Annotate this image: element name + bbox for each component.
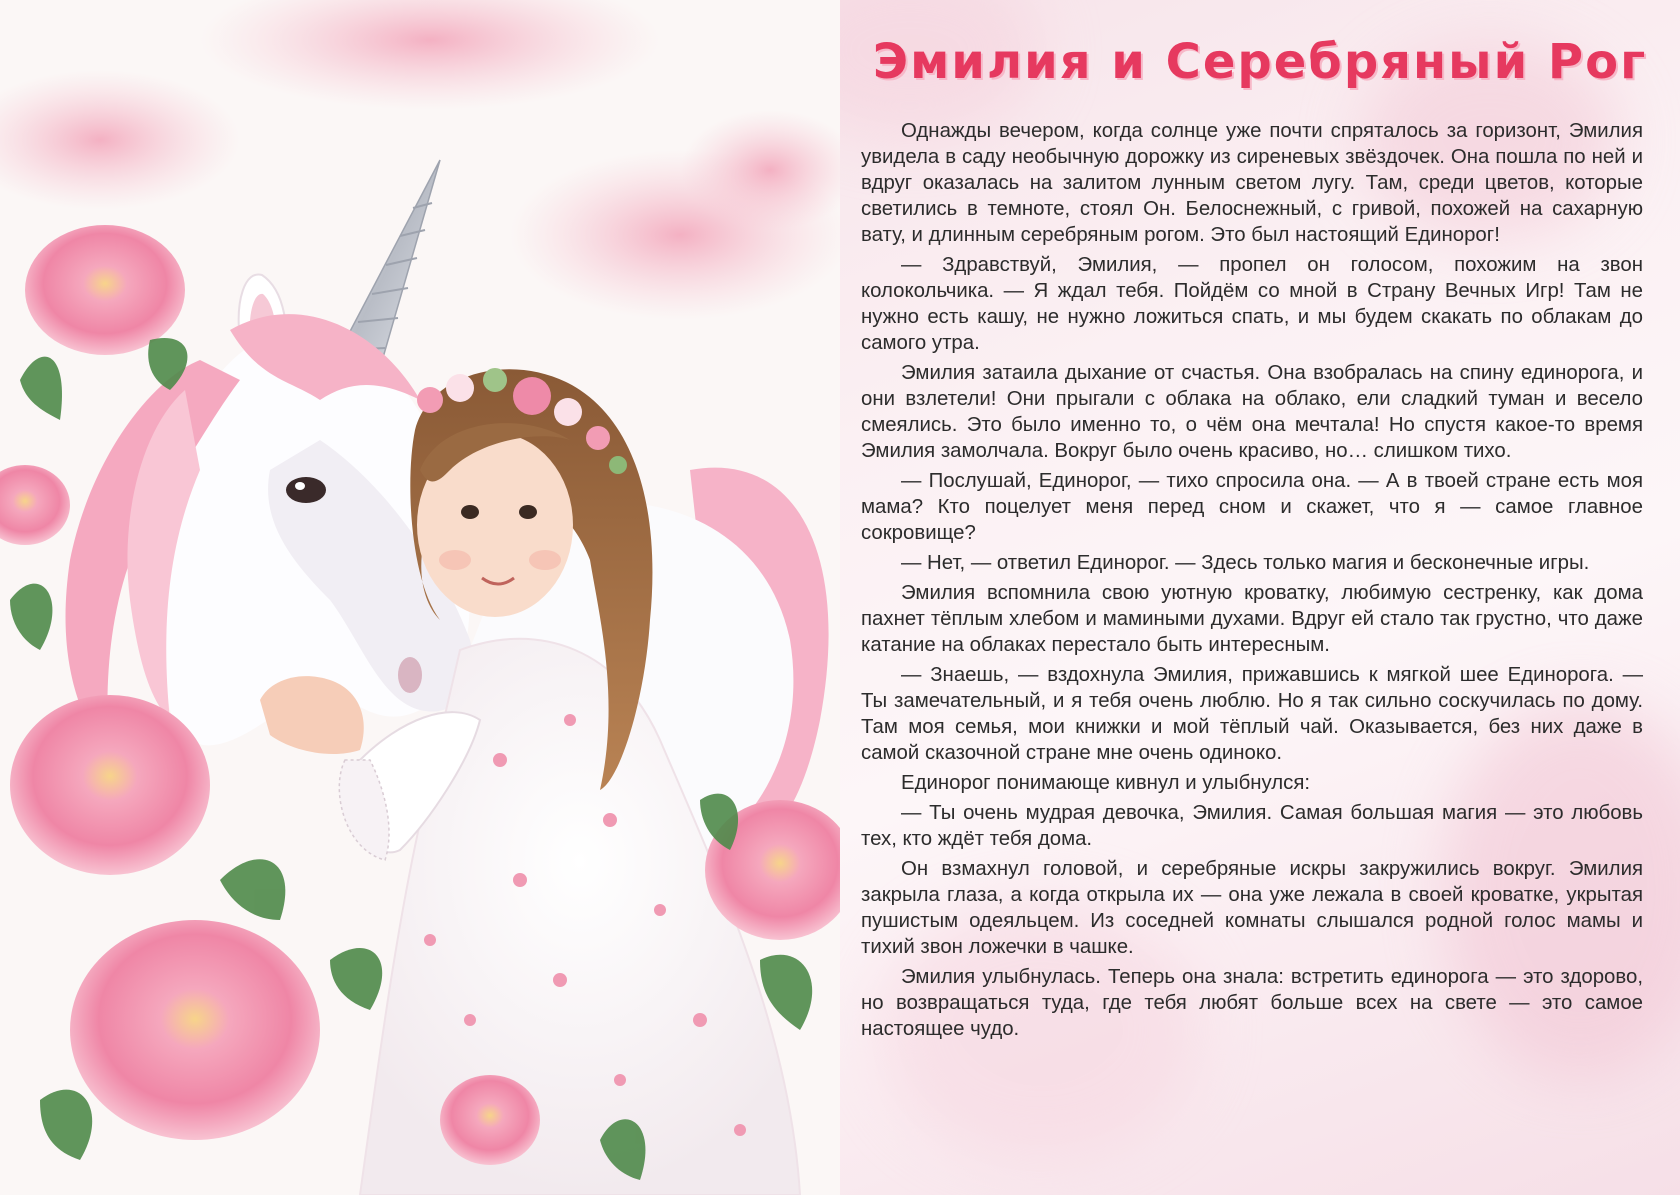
story-paragraph: Он взмахнул головой, и серебряные искры закружились вокруг. Эмилия закрыла глаза, а когда открыла их — она уже лежала в своей кроватке, укрытая пушистым одеяльцем. Из соседней комнаты слышался родной голос мамы и тихий звон ложечки в чашке. — [861, 858, 1643, 958]
story-panel — [840, 0, 1680, 1195]
story-paragraph: Единорог понимающе кивнул и улыбнулся: — [901, 772, 1311, 794]
story-paragraph: — Здравствуй, Эмилия, — пропел он голосом, похожим на звон колокольчика. — Я ждал тебя. Пойдём со мной в Страну Вечных Игр! Там не нужно есть кашу, не нужно ложиться спать, и мы будем скакать по облакам до самого утра. — [861, 254, 1643, 354]
story-paragraph: — Нет, — ответил Единорог. — Здесь только магия и бесконечные игры. — [901, 552, 1590, 574]
story-paragraph: — Послушай, Единорог, — тихо спросила она. — А в твоей стране есть моя мама? Кто поцелует меня перед сном и скажет, что я — самое главное сокровище? — [861, 470, 1643, 544]
story-paragraph: — Знаешь, — вздохнула Эмилия, прижавшись к мягкой шее Единорога. — Ты замечательный, и я тебя очень люблю. Но я так сильно соскучилась по дому. Там моя семья, мои книжки и мой тёплый чай. Оказывается, без них даже в самой сказочной стране мне очень одиноко. — [861, 664, 1643, 764]
story-paragraph: — Ты очень мудрая девочка, Эмилия. Самая большая магия — это любовь тех, кто ждёт тебя дома. — [861, 802, 1643, 850]
story-text — [861, 118, 1643, 1046]
story-paragraph: Эмилия улыбнулась. Теперь она знала: встретить единорога — это здорово, но возвращаться туда, где тебя любят больше всех на свете — это самое настоящее чудо. — [861, 966, 1643, 1040]
story-paragraph: Эмилия затаила дыхание от счастья. Она взобралась на спину единорога, и они взлетели! Они прыгали с облака на облако, ели сладкий туман и весело смеялись. Это было именно то, о чём она мечтала! Но спустя какое-то время Эмилия замолчала. Вокруг было очень красиво, но… слишком тихо. — [861, 362, 1643, 462]
story-paragraph: Однажды вечером, когда солнце уже почти спряталось за горизонт, Эмилия увидела в саду необычную дорожку из сиреневых звёздочек. Она пошла по ней и вдруг оказалась на залитом лунным светом лугу. Там, среди цветов, которые светились в темноте, стоял Он. Белоснежный, с гривой, похожей на сахарную вату, и длинным серебряным рогом. Это был настоящий Единорог! — [861, 120, 1643, 246]
story-paragraph: Эмилия вспомнила свою уютную кроватку, любимую сестренку, как дома пахнет тёплым хлебом и мамиными духами. Вдруг ей стало так грустно, что даже катание на облаках перестало быть интересным. — [861, 582, 1643, 656]
page-title: Эмилия и Серебряный Рог — [872, 34, 1648, 90]
